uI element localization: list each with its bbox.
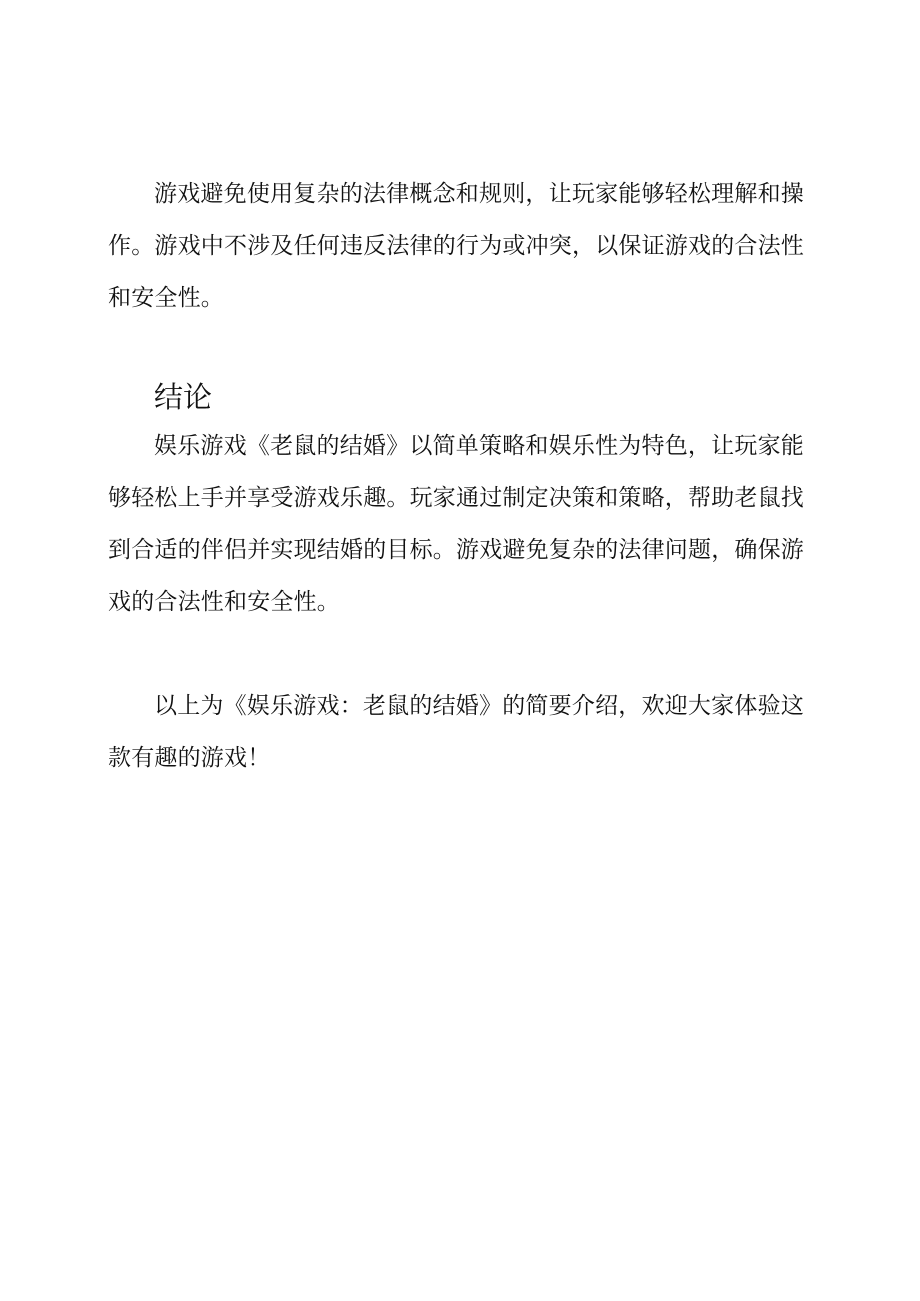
section-heading-conclusion: 结论 xyxy=(154,380,213,414)
document-body xyxy=(108,168,804,784)
paragraph-closing: 以上为《娱乐游戏：老鼠的结婚》的简要介绍，欢迎大家体验这款有趣的游戏！ xyxy=(108,693,804,771)
paragraph-conclusion: 娱乐游戏《老鼠的结婚》以简单策略和娱乐性为特色，让玩家能够轻松上手并享受游戏乐趣。玩家通过制定决策和策略，帮助老鼠找到合适的伴侣并实现结婚的目标。游戏避免复杂的法律问题，确保游戏的合法性和安全性。 xyxy=(108,433,804,615)
paragraph-rules: 游戏避免使用复杂的法律概念和规则，让玩家能够轻松理解和操作。游戏中不涉及任何违反法律的行为或冲突，以保证游戏的合法性和安全性。 xyxy=(108,181,804,311)
